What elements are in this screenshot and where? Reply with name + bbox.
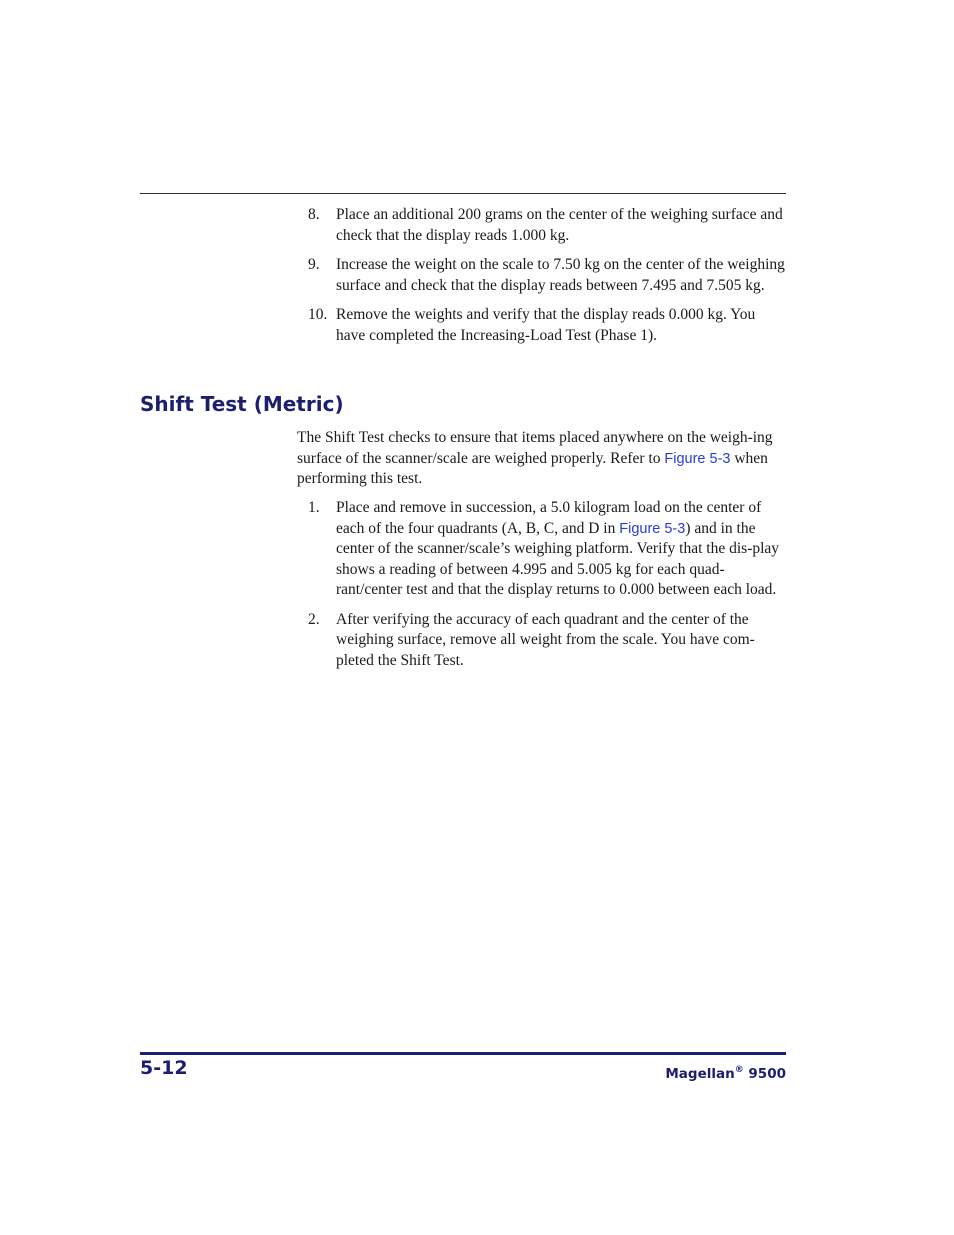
intro-paragraph (297, 428, 786, 490)
product-name (665, 1060, 786, 1084)
section-heading: Shift Test (Metric) (140, 392, 344, 416)
step-number: 10. (308, 306, 328, 323)
figure-link[interactable]: Figure 5-3 (664, 450, 731, 467)
steps-list-shift-test (297, 498, 786, 680)
list-item-step-1 (297, 498, 786, 601)
step-number: 1. (308, 499, 320, 516)
registered-mark: ® (734, 1065, 744, 1075)
steps-list-phase-1 (297, 205, 786, 355)
step-text: After verifying the accuracy of each quadrant and the center of the weighing surface, remove all weight from the scale. You have com-pleted the Shift Test. (336, 610, 755, 669)
step-text-end: ) and in the center of the scanner/scale’s weighing platform. Verify that the dis-play shows a reading of between 4.995 and 5.005 kg for each quad-rant/center test and that the display returns to 0.000 between each load. (336, 519, 780, 598)
figure-link[interactable]: Figure 5-3 (619, 520, 686, 537)
step-text: Remove the weights and verify that the display reads 0.000 kg. You have completed the Increasing-Load Test (Phase 1). (336, 306, 756, 344)
product-model: 9500 (743, 1066, 786, 1082)
step-number: 2. (308, 610, 320, 628)
footer-rule (140, 1052, 786, 1055)
list-item-step-8 (297, 205, 786, 246)
step-number: 9. (308, 256, 320, 273)
step-number: 8. (308, 206, 320, 223)
step-text-start: Place and remove in succession, a 5.0 kilogram load on the center of each of the four quadrants (A, B, C, and D in (336, 499, 762, 537)
list-item-step-10 (297, 305, 786, 346)
intro-text-end: when performing this test. (297, 449, 768, 487)
step-text: Increase the weight on the scale to 7.50 kg on the center of the weighing surface and check that the display reads between 7.495 and 7.505 kg. (336, 256, 785, 294)
page-number: 5-12 (140, 1057, 188, 1079)
list-item-step-9 (297, 255, 786, 296)
list-item-step-2 (297, 610, 786, 672)
step-text: Place an additional 200 grams on the center of the weighing surface and check that the display reads 1.000 kg. (336, 206, 783, 244)
intro-text-start: The Shift Test checks to ensure that items placed anywhere on the weigh-ing surface of the scanner/scale are weighed properly. Refer to (297, 429, 773, 467)
step-text (336, 498, 786, 601)
header-rule (140, 193, 786, 194)
product-brand: Magellan (665, 1066, 735, 1082)
